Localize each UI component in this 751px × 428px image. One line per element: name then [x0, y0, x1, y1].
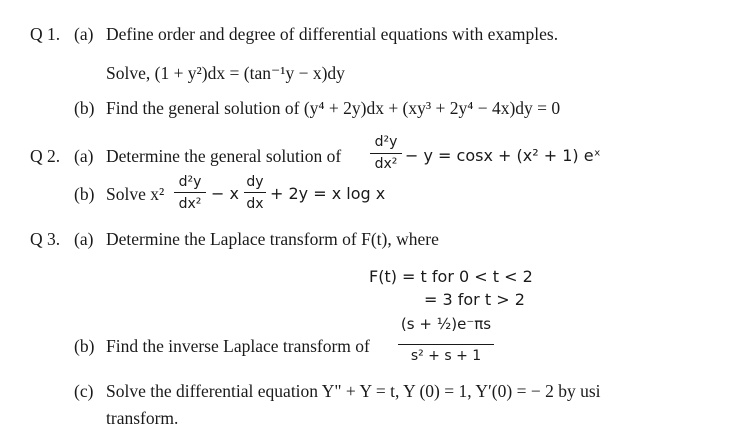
q2-b-fraction1-bar	[174, 192, 206, 193]
q3-a-f-line2: = 3 for t > 2	[424, 290, 525, 309]
q2-number: Q 2.	[30, 146, 61, 166]
q1-b-text: Find the general solution of (y⁴ + 2y)dx + (xy³ + 2y⁴ − 4x)dy = 0	[106, 98, 561, 118]
q1-a-text: Define order and degree of differential equations with examples.	[106, 24, 559, 44]
q1-a-label: (a)	[74, 24, 94, 44]
q2-a-text: Determine the general solution of	[106, 146, 342, 166]
q2-a-fraction-numerator: d²y	[374, 134, 398, 150]
q2-b-text: Solve x²	[106, 184, 165, 204]
q2-a-fraction-bar	[370, 153, 402, 154]
q3-c-text-line2: transform.	[106, 408, 179, 428]
q3-c-text: Solve the differential equation Y" + Y = t, Y (0) = 1, Y′(0) = − 2 by usi	[106, 381, 601, 401]
q3-a-f-line1: F(t) = t for 0 < t < 2	[369, 267, 533, 286]
q2-b-fraction2-bar	[244, 192, 266, 193]
q3-c-label: (c)	[74, 381, 94, 401]
q1-b-label: (b)	[74, 98, 95, 118]
q2-b-rest: + 2y = x log x	[270, 184, 386, 203]
q2-a-label: (a)	[74, 146, 94, 166]
q3-b-fraction-bar	[398, 344, 494, 345]
q2-b-fraction1-numerator: d²y	[178, 174, 202, 190]
q2-a-fraction-denominator: dx²	[374, 156, 398, 172]
q2-b-label: (b)	[74, 184, 95, 204]
q2-b-fraction2-numerator: dy	[246, 174, 264, 190]
q3-b-fraction-numerator: (s + ½)e⁻πs	[400, 315, 492, 333]
q3-b-fraction-denominator: s² + s + 1	[410, 348, 482, 364]
q1-number: Q 1.	[30, 24, 61, 44]
q2-b-fraction1-denominator: dx²	[178, 196, 202, 212]
q2-b-minus-x: − x	[211, 184, 239, 203]
q1-a-solve-equation: Solve, (1 + y²)dx = (tan⁻¹y − x)dy	[106, 63, 345, 83]
q2-b-fraction2-denominator: dx	[246, 196, 264, 212]
q3-a-text: Determine the Laplace transform of F(t), where	[106, 229, 439, 249]
q3-number: Q 3.	[30, 229, 61, 249]
q3-b-label: (b)	[74, 336, 95, 356]
q2-a-rest: − y = cosx + (x² + 1) eˣ	[405, 146, 601, 165]
q3-a-label: (a)	[74, 229, 94, 249]
q3-b-text: Find the inverse Laplace transform of	[106, 336, 370, 356]
